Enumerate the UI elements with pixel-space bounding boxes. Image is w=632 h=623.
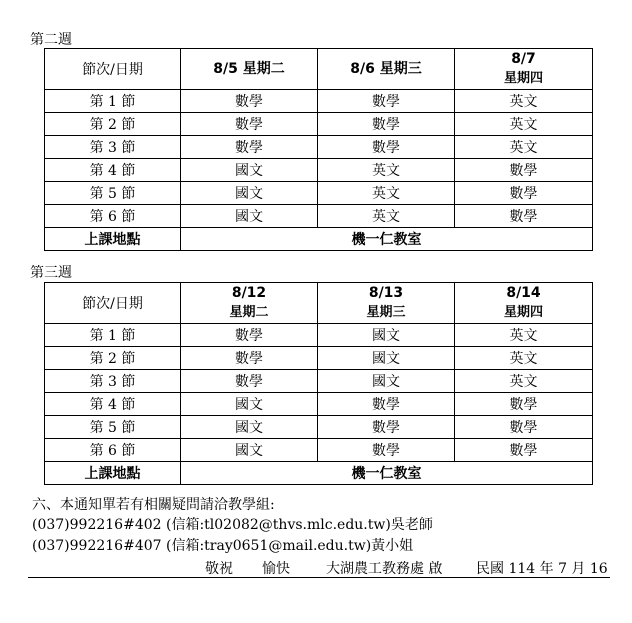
subject-cell: 數學 (318, 416, 455, 439)
subject-cell: 數學 (455, 159, 593, 182)
contact-line-2: (037)992216#407 (信箱:tray0651@mail.edu.tw)黃小姐 (32, 538, 414, 554)
subject-cell: 國文 (318, 324, 455, 347)
subject-cell: 國文 (181, 416, 318, 439)
table-row (45, 324, 593, 347)
location-label: 上課地點 (45, 228, 181, 251)
subject-cell: 數學 (318, 393, 455, 416)
subject-cell: 英文 (318, 205, 455, 228)
subject-cell: 國文 (181, 182, 318, 205)
subject-cell: 國文 (181, 393, 318, 416)
subject-cell: 數學 (455, 393, 593, 416)
date-header: 8/12 星期二 (181, 283, 318, 324)
subject-cell: 數學 (181, 113, 318, 136)
period-cell: 第 2 節 (45, 347, 181, 370)
subject-cell: 英文 (318, 182, 455, 205)
subject-cell: 數學 (318, 113, 455, 136)
date-header: 8/13 星期三 (318, 283, 455, 324)
subject-cell: 英文 (455, 370, 593, 393)
bottom-divider (28, 577, 610, 578)
table-header-row (45, 49, 593, 90)
period-cell: 第 5 節 (45, 416, 181, 439)
date-header: 8/7 星期四 (455, 49, 593, 90)
week2-schedule-table (44, 48, 593, 251)
table-row (45, 370, 593, 393)
period-cell: 第 4 節 (45, 393, 181, 416)
subject-cell: 數學 (318, 90, 455, 113)
table-row (45, 113, 593, 136)
table-row (45, 347, 593, 370)
period-cell: 第 6 節 (45, 205, 181, 228)
subject-cell: 數學 (318, 136, 455, 159)
subject-cell: 國文 (318, 347, 455, 370)
period-cell: 第 1 節 (45, 90, 181, 113)
location-row (45, 462, 593, 485)
subject-cell: 數學 (181, 90, 318, 113)
table-row (45, 136, 593, 159)
subject-cell: 英文 (455, 113, 593, 136)
subject-cell: 數學 (181, 370, 318, 393)
table-row (45, 90, 593, 113)
table-row (45, 439, 593, 462)
subject-cell: 英文 (318, 159, 455, 182)
period-cell: 第 6 節 (45, 439, 181, 462)
notice-item: 六、本通知單若有相關疑問請洽教學組: (32, 497, 275, 513)
subject-cell: 數學 (181, 324, 318, 347)
subject-cell: 數學 (181, 347, 318, 370)
table-row (45, 205, 593, 228)
subject-cell: 數學 (455, 205, 593, 228)
subject-cell: 英文 (455, 347, 593, 370)
week2-label: 第二週 (30, 32, 72, 48)
subject-cell: 國文 (181, 439, 318, 462)
subject-cell: 數學 (181, 136, 318, 159)
subject-cell: 國文 (181, 205, 318, 228)
table-header-row (45, 283, 593, 324)
table-row (45, 159, 593, 182)
table-row (45, 393, 593, 416)
period-cell: 第 5 節 (45, 182, 181, 205)
date-header: 8/5 星期二 (181, 49, 318, 90)
subject-cell: 數學 (455, 182, 593, 205)
signoff-date: 民國 114 年 7 月 16 (476, 561, 608, 577)
signoff-regards: 敬祝 (205, 561, 233, 577)
period-cell: 第 3 節 (45, 370, 181, 393)
subject-cell: 數學 (455, 416, 593, 439)
location-label: 上課地點 (45, 462, 181, 485)
location-value: 機一仁教室 (181, 462, 593, 485)
subject-cell: 英文 (455, 324, 593, 347)
contact-line-1: (037)992216#402 (信箱:tl02082@thvs.mlc.edu.tw)吳老師 (32, 517, 433, 533)
week3-label: 第三週 (30, 265, 72, 281)
subject-cell: 國文 (181, 159, 318, 182)
date-header: 8/14 星期四 (455, 283, 593, 324)
subject-cell: 數學 (318, 439, 455, 462)
week3-schedule-table (44, 282, 593, 485)
subject-cell: 數學 (455, 439, 593, 462)
corner-header: 節次/日期 (45, 283, 181, 324)
period-cell: 第 4 節 (45, 159, 181, 182)
subject-cell: 英文 (455, 136, 593, 159)
table-row (45, 182, 593, 205)
period-cell: 第 2 節 (45, 113, 181, 136)
period-cell: 第 1 節 (45, 324, 181, 347)
location-value: 機一仁教室 (181, 228, 593, 251)
table-row (45, 416, 593, 439)
subject-cell: 國文 (318, 370, 455, 393)
date-header: 8/6 星期三 (318, 49, 455, 90)
location-row (45, 228, 593, 251)
corner-header: 節次/日期 (45, 49, 181, 90)
period-cell: 第 3 節 (45, 136, 181, 159)
signoff-office: 大湖農工教務處 啟 (326, 561, 443, 577)
signoff-wish: 愉快 (262, 561, 290, 577)
subject-cell: 英文 (455, 90, 593, 113)
